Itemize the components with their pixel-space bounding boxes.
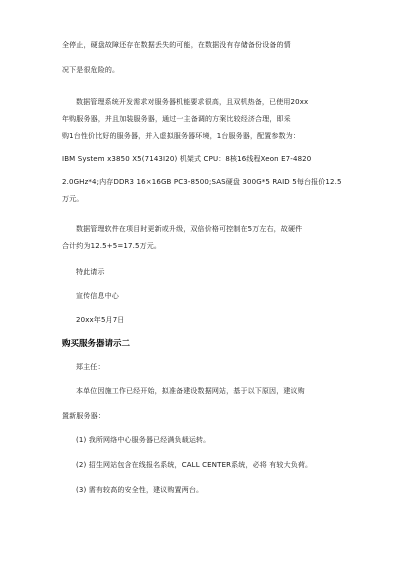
- signature-date: 20xx年5月7日: [76, 316, 125, 324]
- list-item: (2) 招生网站包含在线报名系统，CALL CENTER系统，必将 有较大负荷。: [76, 461, 313, 469]
- paragraph-line: 年购服务器，并且加装服务器，通过一主备调的方案比较经济合理，即采: [62, 115, 291, 123]
- salutation: 郑主任：: [76, 363, 105, 371]
- closing-line: 特此请示: [76, 268, 105, 276]
- paragraph-line: IBM System x3850 X5(7143I20) 机架式 CPU：8核16线程Xeon E7-4820: [62, 155, 312, 163]
- paragraph-line: 合计约为12.5+5=17.5万元。: [62, 242, 162, 250]
- paragraph-line: 全停止，硬盘故障还存在数据丢失的可能，在数据没有存储备份设备的情: [62, 41, 291, 49]
- paragraph-line: 万元。: [62, 195, 84, 203]
- paragraph-line: 数据管理软件在项目时更新或升级，双倍价格可控制在5万左右，故硬件: [76, 225, 303, 233]
- paragraph-line: 数据管理系统开发需求对服务器机能要求很高，且双机热备，已使用20xx: [76, 98, 309, 106]
- list-item: (3) 需有较高的安全性，建议购置两台。: [76, 486, 204, 494]
- paragraph-line: 2.0GHz*4;内存DDR3 16×16GB PC3-8500;SAS硬盘 300G*5 RAID 5每台报价12.5: [62, 178, 342, 186]
- paragraph-line: 况下是很危险的。: [62, 66, 120, 74]
- signature-org: 宣传信息中心: [76, 292, 119, 300]
- paragraph-line: 本单位因施工作已经开始，拟准备建设数据网站，基于以下原因，建议购: [76, 387, 305, 395]
- section-heading: 购买服务器请示二: [62, 339, 131, 349]
- list-item: (1) 我所网络中心服务器已经满负载运转。: [76, 436, 211, 444]
- paragraph-line: 置新服务器：: [62, 412, 105, 420]
- paragraph-line: 购1台性价比好的服务器，并入虚拟服务器环境，1台服务器，配置参数为：: [62, 132, 301, 140]
